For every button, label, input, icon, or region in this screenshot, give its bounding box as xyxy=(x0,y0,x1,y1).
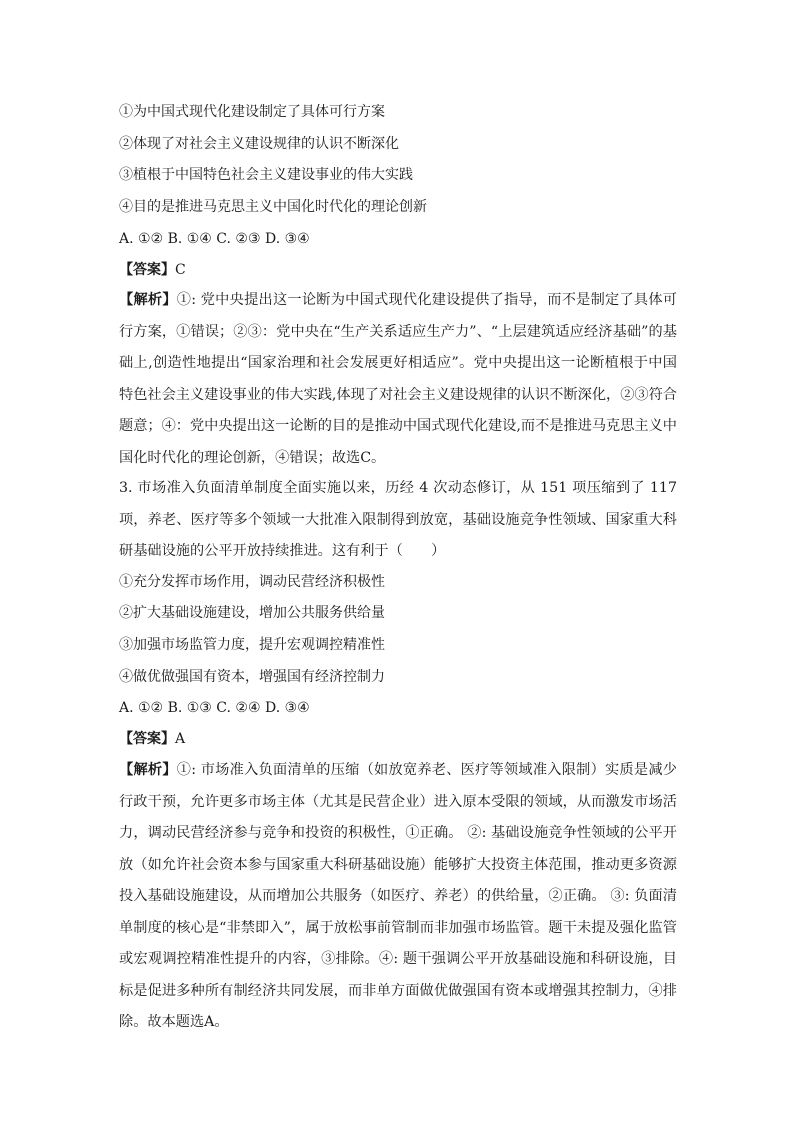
q2-option-3: ③植根于中国特色社会主义建设事业的伟大实践 xyxy=(119,167,413,183)
q3-analysis xyxy=(119,755,677,1039)
q2-option-2: ②体现了对社会主义建设规律的认识不断深化 xyxy=(119,136,399,152)
q3-option-3: ③加强市场监管力度，提升宏观调控精准性 xyxy=(119,637,385,653)
q3-option-2: ②扩大基础设施建设，增加公共服务供给量 xyxy=(119,605,385,621)
analysis-text: ①: 党中央提出这一论断为中国式现代化建设提供了指导，而不是制定了具体可行方案，①错误；②③：党中央在“生产关系适应生产力”、“上层建筑适应经济基础”的基础上,创造性地提出“国家治理和社会发展更好相适应”。党中央提出这一论断植根于中国特色社会主义建设事业的伟大实践,体现了对社会主义建设规律的认识不断深化，②③符合题意；④：党中央提出这一论断的目的是推动中国式现代化建设,而不是推进马克思主义中国化时代化的理论创新，④错误；故选C。 xyxy=(119,292,677,466)
answer-value: C xyxy=(175,262,186,278)
q2-analysis xyxy=(119,285,677,474)
q3-option-1: ①充分发挥市场作用，调动民营经济积极性 xyxy=(119,574,385,590)
answer-label: 【答案】 xyxy=(119,731,175,747)
q2-answer xyxy=(119,261,679,279)
analysis-text: ①: 市场准入负面清单的压缩（如放宽养老、医疗等领域准入限制）实质是减少行政干预，允许更多市场主体（尤其是民营企业）进入原本受限的领域，从而激发市场活力，调动民营经济参与竞争和投资的积极性，①正确。 ②: 基础设施竞争性领域的公平开放（如允许社会资本参与国家重大科研基础设施）能够扩大投资主体范围，推动更多资源投入基础设施建设，从而增加公共服务（如医疗、养老）的供给量，②正确。 ③: 负面清单制度的核心是“非禁即入”，属于放松事前管制而非加强市场监管。题干未提及强化监管或宏观调控精准性提升的内容，③排除。④: 题干强调公平开放基础设施和科研设施，目标是促进多种所有制经济共同发展，而非单方面做优做强国有资本或增强其控制力，④排除。故本题选A。 xyxy=(119,762,677,1030)
answer-label: 【答案】 xyxy=(119,262,175,278)
answer-value: A xyxy=(175,731,186,747)
analysis-label: 【解析】 xyxy=(119,762,177,778)
q3-stem: 3. 市场准入负面清单制度全面实施以来，历经 4 次动态修订，从 151 项压缩到了 117 项，养老、医疗等多个领域一大批准入限制得到放宽，基础设施竞争性领域、国家重大科研基础设施的公平开放持续推进。这有利于（ ） xyxy=(119,480,677,559)
q3-answer xyxy=(119,730,679,748)
q2-option-4: ④目的是推进马克思主义中国化时代化的理论创新 xyxy=(119,199,427,215)
q2-choices: A. ①② B. ①④ C. ②③ D. ③④ xyxy=(119,231,310,247)
q3-choices: A. ①② B. ①③ C. ②④ D. ③④ xyxy=(119,700,310,716)
q3-option-4: ④做优做强国有资本，增强国有经济控制力 xyxy=(119,669,385,685)
q2-option-1: ①为中国式现代化建设制定了具体可行方案 xyxy=(119,104,385,120)
analysis-label: 【解析】 xyxy=(119,292,177,308)
